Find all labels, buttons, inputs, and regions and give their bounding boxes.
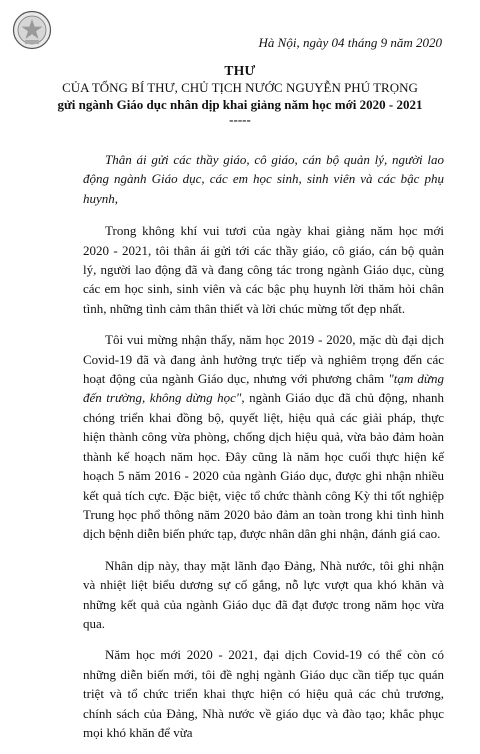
letter-author: CỦA TỔNG BÍ THƯ, CHỦ TỊCH NƯỚC NGUYỄN PHÚ TRỌNG [62, 80, 418, 95]
letter-body [83, 150, 444, 754]
paragraph-1: Trong không khí vui tươi của ngày khai giảng năm học mới 2020 - 2021, tôi thân ái gửi tới các thầy giáo, cô giáo, cán bộ quản lý, người lao động đã và đang công tác trong ngành Giáo dục, cùng các em học sinh, sinh viên và các bậc phụ huynh lời thăm hỏi chân tình, những tình cảm thân thiết và lời chúc mừng tốt đẹp nhất. [83, 223, 444, 316]
paragraph-2 [83, 330, 444, 543]
paragraph-2-part-b: , ngành Giáo dục đã chủ động, nhanh chóng triển khai đồng bộ, quyết liệt, hiệu quả các giải pháp, thực hiện thành công vừa phòng, chống dịch hiệu quả, vừa bảo đảm hoàn thành kế hoạch năm học. Đây cũng là năm học cuối thực hiện kế hoạch 5 năm 2016 - 2020 của ngành Giáo dục, được ghi nhận nhiều kết quả tích cực. Đặc biệt, việc tổ chức thành công Kỳ thi tốt nghiệp Trung học phổ thông năm 2020 bảo đảm an toàn trong khi tình hình dịch bệnh diễn biến phức tạp, được nhân dân ghi nhận, đánh giá cao. [83, 390, 445, 542]
national-emblem-icon [12, 10, 52, 50]
letter-greeting: Thân ái gửi các thầy giáo, cô giáo, cán bộ quản lý, người lao động ngành Giáo dục, các em học sinh, sinh viên và các bậc phụ huynh, [83, 152, 444, 206]
letter-subject: gửi ngành Giáo dục nhân dịp khai giảng năm học mới 2020 - 2021 [57, 97, 423, 112]
paragraph-2-quote: "tạm dừng đến trường, không dừng học" [83, 371, 444, 406]
paragraph-3: Nhân dịp này, thay mặt lãnh đạo Đảng, Nhà nước, tôi ghi nhận và nhiệt liệt biểu dương sự cố gắng, nỗ lực vượt qua khó khăn và những kết quả của ngành Giáo dục đã đạt được trong năm học vừa qua. [83, 557, 444, 631]
title-divider: ----- [229, 112, 251, 127]
letter-title-block [0, 62, 480, 127]
letter-title: THƯ [224, 63, 256, 78]
paragraph-4: Năm học mới 2020 - 2021, đại dịch Covid-19 có thể còn có những diễn biến mới, tôi đề nghị ngành Giáo dục cần tiếp tục quán triệt và tổ chức triển khai thực hiện có hiệu quả các chủ trương, chính sách của Đảng, Nhà nước về giáo dục và đào tạo; khắc phục mọi khó khăn để vừa [83, 647, 444, 740]
paragraph-2-part-a: Tôi vui mừng nhận thấy, năm học 2019 - 2020, mặc dù đại dịch Covid-19 đã và đang ảnh hưởng trực tiếp và nghiêm trọng đến các hoạt động của ngành Giáo dục, nhưng với phương châm [83, 332, 444, 387]
letter-date: Hà Nội, ngày 04 tháng 9 năm 2020 [258, 35, 442, 50]
